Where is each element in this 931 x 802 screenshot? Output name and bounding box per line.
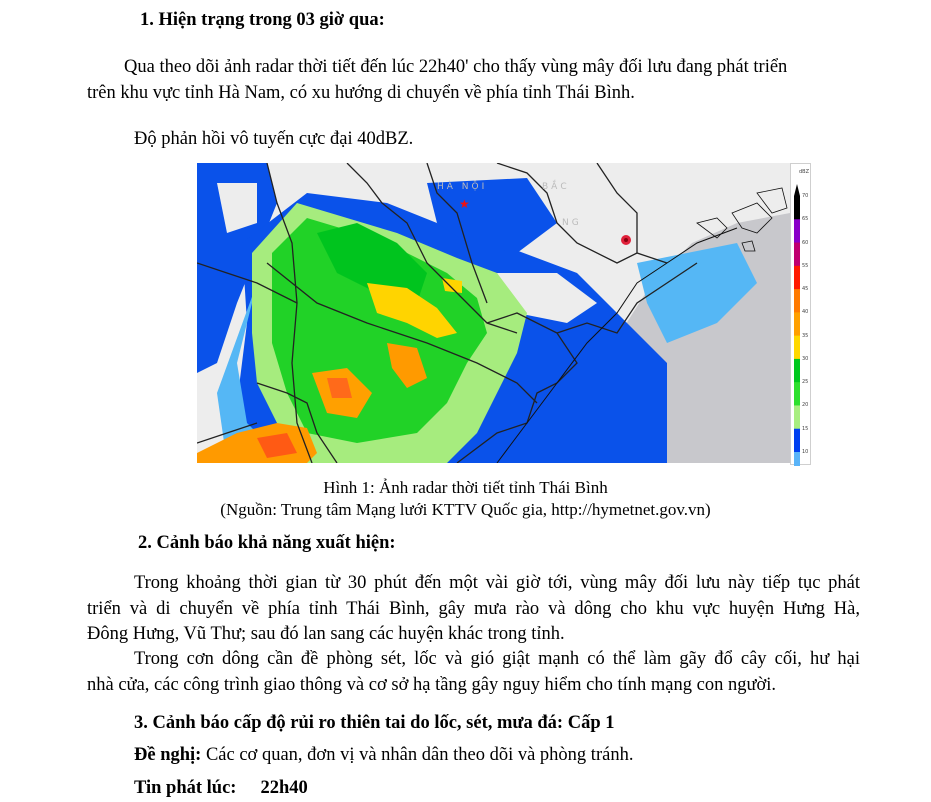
legend-color-swatch-45: [794, 289, 800, 313]
issued-time-value: 22h40: [260, 778, 308, 798]
radar-map-svg: [197, 163, 790, 463]
legend-tick-label-15: 15: [802, 425, 809, 432]
recommendation-text: Các cơ quan, đơn vị và nhân dân theo dõi và phòng tránh.: [201, 745, 634, 765]
legend-color-swatch-60: [794, 243, 800, 267]
figure-source: (Nguồn: Trung tâm Mạng lưới KTTV Quốc gia, http://hymetnet.gov.vn): [220, 500, 711, 519]
legend-tick-label-55: 55: [802, 262, 809, 269]
section-3-heading: 3. Cảnh báo cấp độ rủi ro thiên tai do lốc, sét, mưa đá: Cấp 1: [134, 713, 615, 733]
radar-map-image: [197, 163, 790, 463]
capital-star-marker: ★: [459, 197, 470, 211]
section-1-paragraph-line-2: trên khu vực tỉnh Hà Nam, có xu hướng di chuyển về phía tỉnh Thái Bình.: [87, 83, 635, 103]
legend-color-swatch-30: [794, 359, 800, 383]
section-2-p1-line-1: Trong khoảng thời gian từ 30 phút đến một vài giờ tới, vùng mây đối lưu này tiếp tục phát: [134, 573, 860, 593]
legend-top-arrow: [794, 184, 800, 196]
legend-color-swatch-15: [794, 429, 800, 453]
legend-tick-label-35: 35: [802, 332, 809, 339]
radar-station-marker-center: [624, 238, 628, 242]
legend-tick-label-40: 40: [802, 309, 809, 316]
legend-unit-label: dBZ: [799, 169, 810, 175]
legend-tick-label-70: 70: [802, 193, 809, 199]
legend-tick-label-60: 60: [802, 239, 809, 246]
legend-color-swatch-35: [794, 336, 800, 360]
legend-color-swatch-20: [794, 405, 800, 429]
legend-tick-label-65: 65: [802, 216, 809, 223]
section-1-paragraph-line-1: Qua theo dõi ảnh radar thời tiết đến lúc 22h40' cho thấy vùng mây đối lưu đang phát triển: [124, 57, 788, 77]
map-label-bac: BẮC: [542, 182, 570, 192]
legend-color-swatch-40: [794, 312, 800, 336]
map-label-hanoi: HÀ NỘI: [437, 182, 488, 192]
legend-tick-label-10: 10: [802, 449, 809, 455]
legend-color-swatch-70: [794, 196, 800, 220]
legend-color-swatch-10: [794, 452, 800, 466]
legend-color-swatch-25: [794, 382, 800, 406]
legend-color-bar: [792, 164, 802, 466]
legend-tick-label-25: 25: [802, 379, 809, 386]
figure-caption: Hình 1: Ảnh radar thời tiết tỉnh Thái Bình: [323, 478, 608, 497]
section-2-p1-line-2: triển và di chuyển về phía tỉnh Thái Bình, gây mưa rào và dông cho khu vực huyện Hưng Hà,: [87, 599, 860, 619]
section-2-p2-line-1: Trong cơn dông cần đề phòng sét, lốc và gió giật mạnh có thể làm gãy đổ cây cối, hư hại: [134, 649, 860, 669]
issued-time-line: [134, 775, 308, 801]
recommendation-label: Đề nghị:: [134, 745, 202, 765]
map-label-ng: NG: [562, 218, 582, 228]
section-2-heading: 2. Cảnh báo khả năng xuất hiện:: [138, 533, 396, 553]
section-2-p1-line-3: Đông Hưng, Vũ Thư; sau đó lan sang các huyện khác trong tỉnh.: [87, 624, 565, 644]
legend-tick-label-20: 20: [802, 402, 809, 409]
recommendation-line: [134, 742, 633, 768]
legend-color-swatch-55: [794, 266, 800, 290]
issued-time-label: Tin phát lúc:: [134, 778, 237, 798]
legend-color-swatch-65: [794, 219, 800, 243]
radar-color-legend: [790, 163, 811, 465]
section-1-heading: 1. Hiện trạng trong 03 giờ qua:: [140, 10, 385, 30]
legend-tick-label-45: 45: [802, 286, 809, 293]
max-reflectivity-text: Độ phản hồi vô tuyến cực đại 40dBZ.: [134, 129, 414, 149]
section-2-p2-line-2: nhà cửa, các công trình giao thông và cơ sở hạ tầng gây nguy hiểm cho tính mạng con người.: [87, 675, 777, 695]
legend-tick-label-30: 30: [802, 355, 809, 362]
